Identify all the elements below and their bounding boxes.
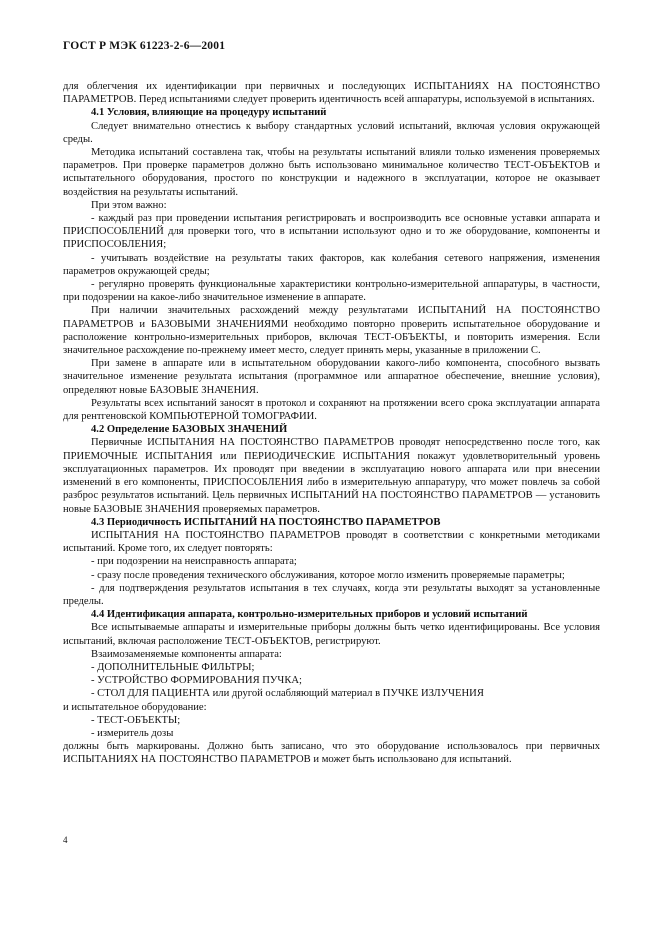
paragraph: ИСПЫТАНИЯ НА ПОСТОЯНСТВО ПАРАМЕТРОВ проводят в соответствии с конкретными методиками испытаний. Кроме того, их следует повторять: bbox=[63, 529, 600, 555]
document-header: ГОСТ Р МЭК 61223-2-6—2001 bbox=[63, 40, 226, 52]
paragraph: должны быть маркированы. Должно быть записано, что это оборудование использовалось при первичных ИСПЫТАНИЯХ НА ПОСТОЯНСТВО ПАРАМЕТРОВ и может быть использовано для испытаний. bbox=[63, 741, 600, 766]
paragraph: Методика испытаний составлена так, чтобы на результаты испытаний влияли только изменения проверяемых параметров. При проверке параметров должно быть использовано минимальное количество ТЕСТ-ОБЪЕКТОВ и испытательного оборудования, простого по конструкции и надежного в эксплуатации, которое не оказывает воздействия на результаты испытаний. bbox=[63, 147, 600, 198]
paragraph: - для подтверждения результатов испытания в тех случаях, когда эти результаты выходят за установленные пределы. bbox=[63, 582, 600, 607]
section-heading: 4.4 Идентификация аппарата, контрольно-измерительных приборов и условий испытаний bbox=[91, 609, 528, 621]
paragraph: - учитывать воздействие на результаты таких факторов, как колебания сетевого напряжения, изменения параметров окружающей среды; bbox=[63, 252, 600, 277]
paragraph: - регулярно проверять функциональные характеристики контрольно-измерительной аппаратуры, в частности, при подозрении на какое-либо значительное изменение в аппарате. bbox=[63, 279, 600, 304]
page-number: 4 bbox=[63, 835, 68, 845]
paragraph: - ТЕСТ-ОБЪЕКТЫ; bbox=[91, 714, 181, 726]
paragraph: При этом важно: bbox=[91, 199, 167, 211]
paragraph: для облегчения их идентификации при первичных и последующих ИСПЫТАНИЯХ НА ПОСТОЯНСТВО ПАРАМЕТРОВ. Перед испытаниями следует проверить идентичность всей аппаратуры, используемой в испытаниях. bbox=[63, 81, 600, 106]
paragraph: - ДОПОЛНИТЕЛЬНЫЕ ФИЛЬТРЫ; bbox=[91, 661, 255, 673]
paragraph: Результаты всех испытаний заносят в протокол и сохраняют на протяжении всего срока эксплуатации аппарата для рентгеновской КОМПЬЮТЕРНОЙ ТОМОГРАФИИ. bbox=[63, 397, 600, 423]
section-heading: 4.3 Периодичность ИСПЫТАНИЙ НА ПОСТОЯНСТВО ПАРАМЕТРОВ bbox=[91, 516, 441, 528]
paragraph: и испытательное оборудование: bbox=[63, 701, 207, 713]
paragraph: - УСТРОЙСТВО ФОРМИРОВАНИЯ ПУЧКА; bbox=[91, 675, 302, 687]
paragraph: При замене в аппарате или в испытательном оборудовании какого-либо компонента, способного вызвать значительное изменение результата испытания (программное или аппаратное обеспечение, внешние условия), определяют новые БАЗОВЫЕ ЗНАЧЕНИЯ. bbox=[63, 358, 600, 396]
document-body bbox=[63, 80, 600, 767]
section-heading: 4.1 Условия, влияющие на процедуру испытаний bbox=[91, 107, 327, 119]
paragraph: - сразу после проведения технического обслуживания, которое могло изменить проверяемые параметры; bbox=[91, 569, 565, 581]
paragraph: Все испытываемые аппараты и измерительные приборы должны быть четко идентифицированы. Все условия испытаний, включая расположение ТЕСТ-ОБЪЕКТОВ, регистрируют. bbox=[63, 622, 600, 647]
paragraph: Взаимозаменяемые компоненты аппарата: bbox=[91, 648, 282, 660]
paragraph: При наличии значительных расхождений между результатами ИСПЫТАНИЙ НА ПОСТОЯНСТВО ПАРАМЕТРОВ и БАЗОВЫМИ ЗНАЧЕНИЯМИ необходимо повторно проверить испытательное оборудование и расположение контрольно-измерительных приборов, включая ТЕСТ-ОБЪЕКТЫ, и повторить измерения. Если значительное расхождение по-прежнему имеет место, следует принять меры, указанные в приложении С. bbox=[63, 305, 600, 357]
paragraph: - каждый раз при проведении испытания регистрировать и воспроизводить все основные уставки аппарата и ПРИСПОСОБЛЕНИЙ для проверки того, что в испытании используют одно и то же оборудование, компоненты и ПРИСПОСОБЛЕНИЯ; bbox=[63, 213, 600, 251]
section-heading: 4.2 Определение БАЗОВЫХ ЗНАЧЕНИЙ bbox=[91, 424, 288, 436]
paragraph: Следует внимательно отнестись к выбору стандартных условий испытаний, включая условия окружающей среды. bbox=[63, 120, 600, 145]
paragraph: - СТОЛ ДЛЯ ПАЦИЕНТА или другой ослабляющий материал в ПУЧКЕ ИЗЛУЧЕНИЯ bbox=[91, 688, 484, 700]
paragraph: Первичные ИСПЫТАНИЯ НА ПОСТОЯНСТВО ПАРАМЕТРОВ проводят непосредственно после того, как ПРИЕМОЧНЫЕ ИСПЫТАНИЯ или ПЕРИОДИЧЕСКИЕ ИСПЫТАНИЯ покажут удовлетворительный уровень эксплуатационных параметров. Их проводят при введении в эксплуатацию нового аппарата или при внесении изменений в его компоненты, ПРИСПОСОБЛЕНИЯ либо в измерительную аппаратуру, что может повлечь за собой разброс результатов испытаний. Цель первичных ИСПЫТАНИЙ НА ПОСТОЯНСТВО ПАРАМЕТРОВ — установить новые БАЗОВЫЕ ЗНАЧЕНИЯ проверяемых параметров. bbox=[63, 437, 600, 515]
paragraph: - при подозрении на неисправность аппарата; bbox=[91, 556, 297, 568]
paragraph: - измеритель дозы bbox=[91, 727, 174, 739]
